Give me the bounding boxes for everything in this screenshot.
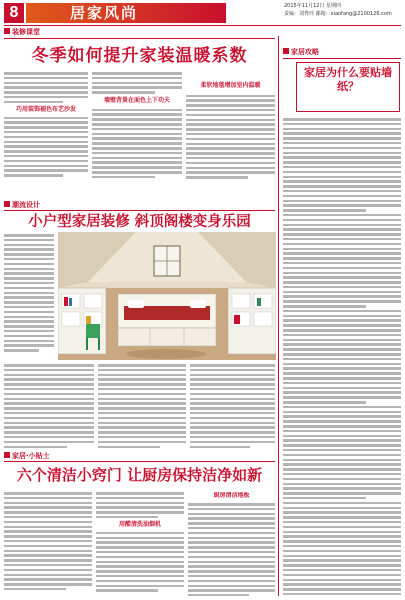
article-title-warm: 冬季如何提升家装温暖系数 (31, 46, 248, 66)
tag-marker-icon (283, 48, 289, 54)
tag-rule (4, 461, 275, 462)
article-column-2 (92, 72, 182, 200)
article-title-wallpaper: 家居为什么要贴墙纸？ (304, 66, 392, 93)
tag-marker-icon (4, 201, 10, 207)
tag-rule (283, 58, 401, 59)
subheading-sofa: 巧用装饰褪色布艺沙发 (15, 105, 76, 113)
article-column-3 (186, 72, 275, 200)
tag-clean: 家居攻略 (283, 48, 319, 57)
subheading-floor: 厨房清洁地板 (213, 492, 250, 499)
article-column-side (4, 234, 54, 362)
tag-marker-icon (4, 28, 10, 34)
section-banner (26, 3, 226, 23)
article-column-b (98, 364, 186, 456)
column-divider (278, 36, 279, 596)
article-column-f (188, 492, 275, 596)
page-number: 8 (4, 3, 24, 23)
sidebar-article-body (283, 118, 401, 596)
article-column-a (4, 364, 94, 456)
tag-trend: 潮流设计 (4, 201, 40, 210)
attic-room-photo (58, 232, 276, 360)
tag-rule (4, 38, 275, 39)
article-column-1 (4, 72, 88, 200)
article-column-c (190, 364, 275, 456)
article-title-clean: 六个清洁小窍门 让厨房保持洁净如新 (16, 466, 263, 484)
tag-decor: 装修课堂 (4, 28, 40, 37)
subheading-rug: 柔软地毯增加室内温暖 (200, 81, 261, 89)
tag-rule (4, 210, 275, 211)
header-rule (4, 25, 401, 26)
article-column-e (96, 492, 184, 596)
article-column-d (4, 492, 92, 596)
editor-line: 责编：刘秀玲 邮箱：xiaofang@2100126.com (284, 11, 392, 17)
tag-marker-icon (4, 452, 10, 458)
tag-tips: 家居·小贴士 (4, 452, 50, 461)
subheading-wall: 墙壁背景在面色上下功夫 (103, 96, 170, 104)
date-line: 2015年11月12日 星期四 (284, 3, 342, 9)
subheading-hood: 用醋清洗油烟机 (118, 520, 161, 528)
article-title-attic: 小户型家居装修 斜顶阁楼变身乐园 (28, 214, 251, 230)
page-header (0, 0, 405, 26)
section-title: 居家风尚 (70, 4, 139, 22)
